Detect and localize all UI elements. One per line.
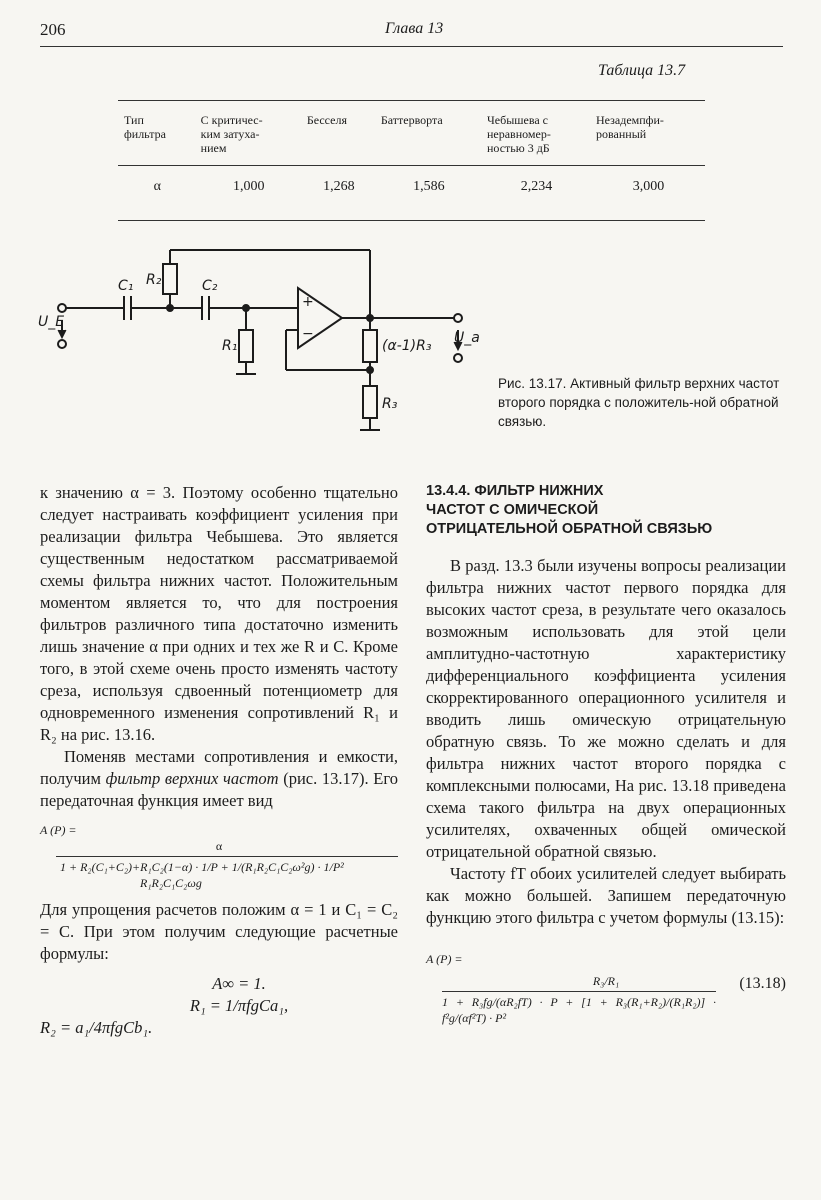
label-ua: U_a: [454, 330, 480, 346]
right-paragraph-1: В разд. 13.3 были изучены вопросы реализации фильтра нижних частот первого порядка для высоких частот среза, в результате чего оказалось возможным использовать для этой цели амплитудно-частотную характеристику дифференциального коэффициента усиления скорректированного операционного усилителя и вводить лишь омическую отрицательную обратную связь. То же можно сделать и для фильтра нижних частот второго порядка с комплексными полюсами, На рис. 13.18 приведена схема такого фильтра на двух операционных усилителях, охваченных общей омической отрицательной обратной связью.: [426, 556, 786, 861]
figure-caption: Рис. 13.17. Активный фильтр верхних частот второго порядка с положитель-ной обратной связью.: [498, 376, 780, 429]
formula-2-denominator: 1 + R₃fg/(αR₂fT) · P + [1 + R₃(R₁+R₂)/(R₁R₂)] · f²g/(αf²T) · P²: [442, 995, 716, 1025]
formula-lpf: [426, 951, 786, 1026]
r1-resistor: [239, 330, 253, 362]
cell-undamped: 3,000: [590, 166, 705, 221]
label-r2: R₂: [146, 272, 162, 288]
left-paragraph-3: Для упрощения расчетов положим α = 1 и C₁ = C₂ = C. При этом получим следующие расчетные формулы:: [40, 900, 398, 963]
r3-resistor: [363, 386, 377, 418]
fraction-bar: [56, 856, 398, 857]
cell-alpha: α: [118, 166, 195, 221]
p2-text-a: Поменяв местами сопротивления и емкости, получим: [40, 747, 398, 788]
col-chebyshev: Чебышева с неравномер- ностью 3 дБ: [481, 101, 590, 166]
cell-critical: 1,000: [195, 166, 301, 221]
chapter-title: Глава 13: [385, 20, 444, 37]
label-ue: U_E: [38, 314, 65, 330]
formula-2-numerator: R₃/R₁: [592, 974, 620, 988]
ra-resistor: [363, 330, 377, 362]
label-c1: C₁: [118, 278, 134, 294]
formula-2-lhs: A (P) =: [426, 952, 463, 966]
left-paragraph-2: [40, 746, 398, 812]
cell-butterworth: 1,586: [375, 166, 481, 221]
col-critical: С критичес- ким затуха- нием: [195, 101, 301, 166]
col-bessel: Бесселя: [301, 101, 375, 166]
right-column: [426, 482, 786, 1026]
eq-r2: R₂ = a₁/4πfgCb₁.: [40, 1018, 153, 1037]
table-header-row: [118, 101, 705, 166]
label-ra: (α-1)R₃: [382, 338, 432, 354]
label-c2: C₂: [202, 278, 218, 294]
input-terminal: [58, 304, 66, 312]
col-undamped: Незадемпфи- рованный: [590, 101, 705, 166]
eq-r1: R₁ = 1/πfgCa₁,: [189, 996, 289, 1015]
label-r1: R₁: [222, 338, 238, 354]
formula-1-denominator: 1 + R₂(C₁+C₂)+R₁C₂(1−α) · 1/P + 1/(R₁R₂C₁C₂ω²g) · 1/P²: [60, 860, 344, 874]
p2-term: фильтр верхних частот: [105, 769, 279, 788]
right-paragraph-2: Частоту fT обоих усилителей следует выбирать как можно большей. Запишем передаточную функцию этого фильтра с учетом формулы (13.15):: [426, 864, 786, 927]
section-heading: 13.4.4. ФИЛЬТР НИЖНИХ ЧАСТОТ С ОМИЧЕСКОЙ ОТРИЦАТЕЛЬНОЙ ОБРАТНОЙ СВЯЗЬЮ: [426, 483, 713, 537]
equation-number: (13.18): [739, 975, 786, 992]
p2-text-b: (рис. 13.17). Его передаточная функция имеет вид: [40, 769, 398, 810]
eq-a-inf: A∞ = 1.: [212, 974, 266, 993]
col-type: Тип фильтра: [118, 101, 195, 166]
label-r3: R₃: [382, 396, 398, 412]
formula-1-denominator-sub: R₁R₂C₁C₂ωg: [140, 876, 202, 890]
filter-coefficient-table: [118, 100, 705, 221]
fraction-bar-2: [442, 991, 716, 992]
formula-1-lhs: A (P) =: [40, 823, 77, 837]
formula-1-numerator: α: [215, 839, 223, 853]
col-butterworth: Баттерворта: [375, 101, 481, 166]
output-terminal: [454, 314, 462, 322]
table-caption: Таблица 13.7: [598, 62, 686, 79]
page-number: 206: [40, 20, 66, 39]
left-column: [40, 482, 398, 1039]
formula-hpf: [40, 822, 398, 891]
left-paragraph-1: к значению α = 3. Поэтому особенно тщательно следует настраивать коэффициент усиления при реализации фильтра Чебышева. Это является существенным недостатком рассматриваемой схемы фильтра нижних частот. Положительным моментом является то, что для построения фильтров различного типа достаточно изменить лишь значение α при одних и тех же R и C. Кроме того, в этой схеме очень просто изменять частоту среза, используя сдвоенный потенциометр для одновременного изменения сопротивлений R₁ и R₂ на рис. 13.16.: [40, 483, 398, 744]
cell-bessel: 1,268: [301, 166, 375, 221]
r2-resistor: [163, 264, 177, 294]
label-minus: −: [302, 326, 314, 342]
circuit-diagram: [36, 218, 480, 438]
header-rule: [40, 46, 783, 47]
table-row: [118, 166, 705, 221]
label-plus: +: [302, 294, 314, 310]
cell-chebyshev: 2,234: [481, 166, 590, 221]
